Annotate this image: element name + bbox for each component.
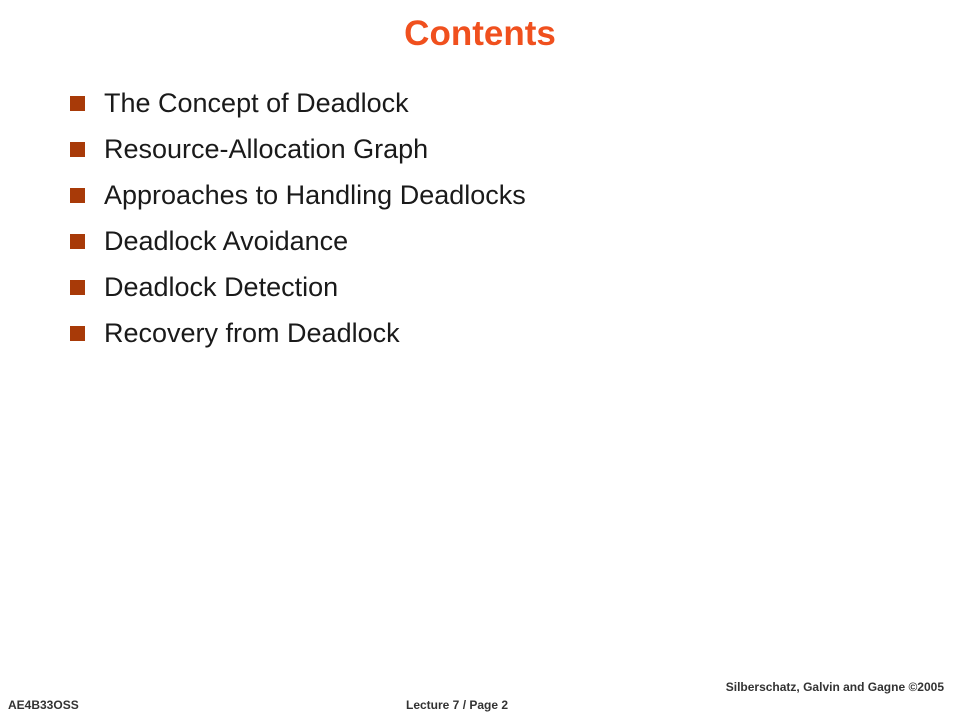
list-item-text: Deadlock Avoidance [104, 225, 349, 256]
square-bullet-icon [70, 96, 85, 111]
list-item [70, 264, 526, 310]
square-bullet-icon [70, 326, 85, 341]
list-item-text: Resource-Allocation Graph [104, 133, 429, 164]
square-bullet-icon [70, 234, 85, 249]
footer-page-number: Lecture 7 / Page 2 [406, 698, 509, 712]
square-bullet-icon [70, 188, 85, 203]
square-bullet-icon [70, 280, 85, 295]
list-item-text: The Concept of Deadlock [104, 87, 409, 118]
square-bullet-icon [70, 142, 85, 157]
slide-title: Contents [404, 14, 556, 53]
list-item [70, 310, 526, 356]
list-item-text: Deadlock Detection [104, 271, 339, 302]
footer-course-code: AE4B33OSS [8, 698, 79, 712]
footer-copyright: Silberschatz, Galvin and Gagne ©2005 [725, 680, 944, 694]
list-item [70, 218, 526, 264]
list-item [70, 126, 526, 172]
list-item [70, 80, 526, 126]
contents-list [70, 80, 526, 356]
list-item-text: Approaches to Handling Deadlocks [104, 179, 526, 210]
list-item-text: Recovery from Deadlock [104, 317, 400, 348]
list-item [70, 172, 526, 218]
